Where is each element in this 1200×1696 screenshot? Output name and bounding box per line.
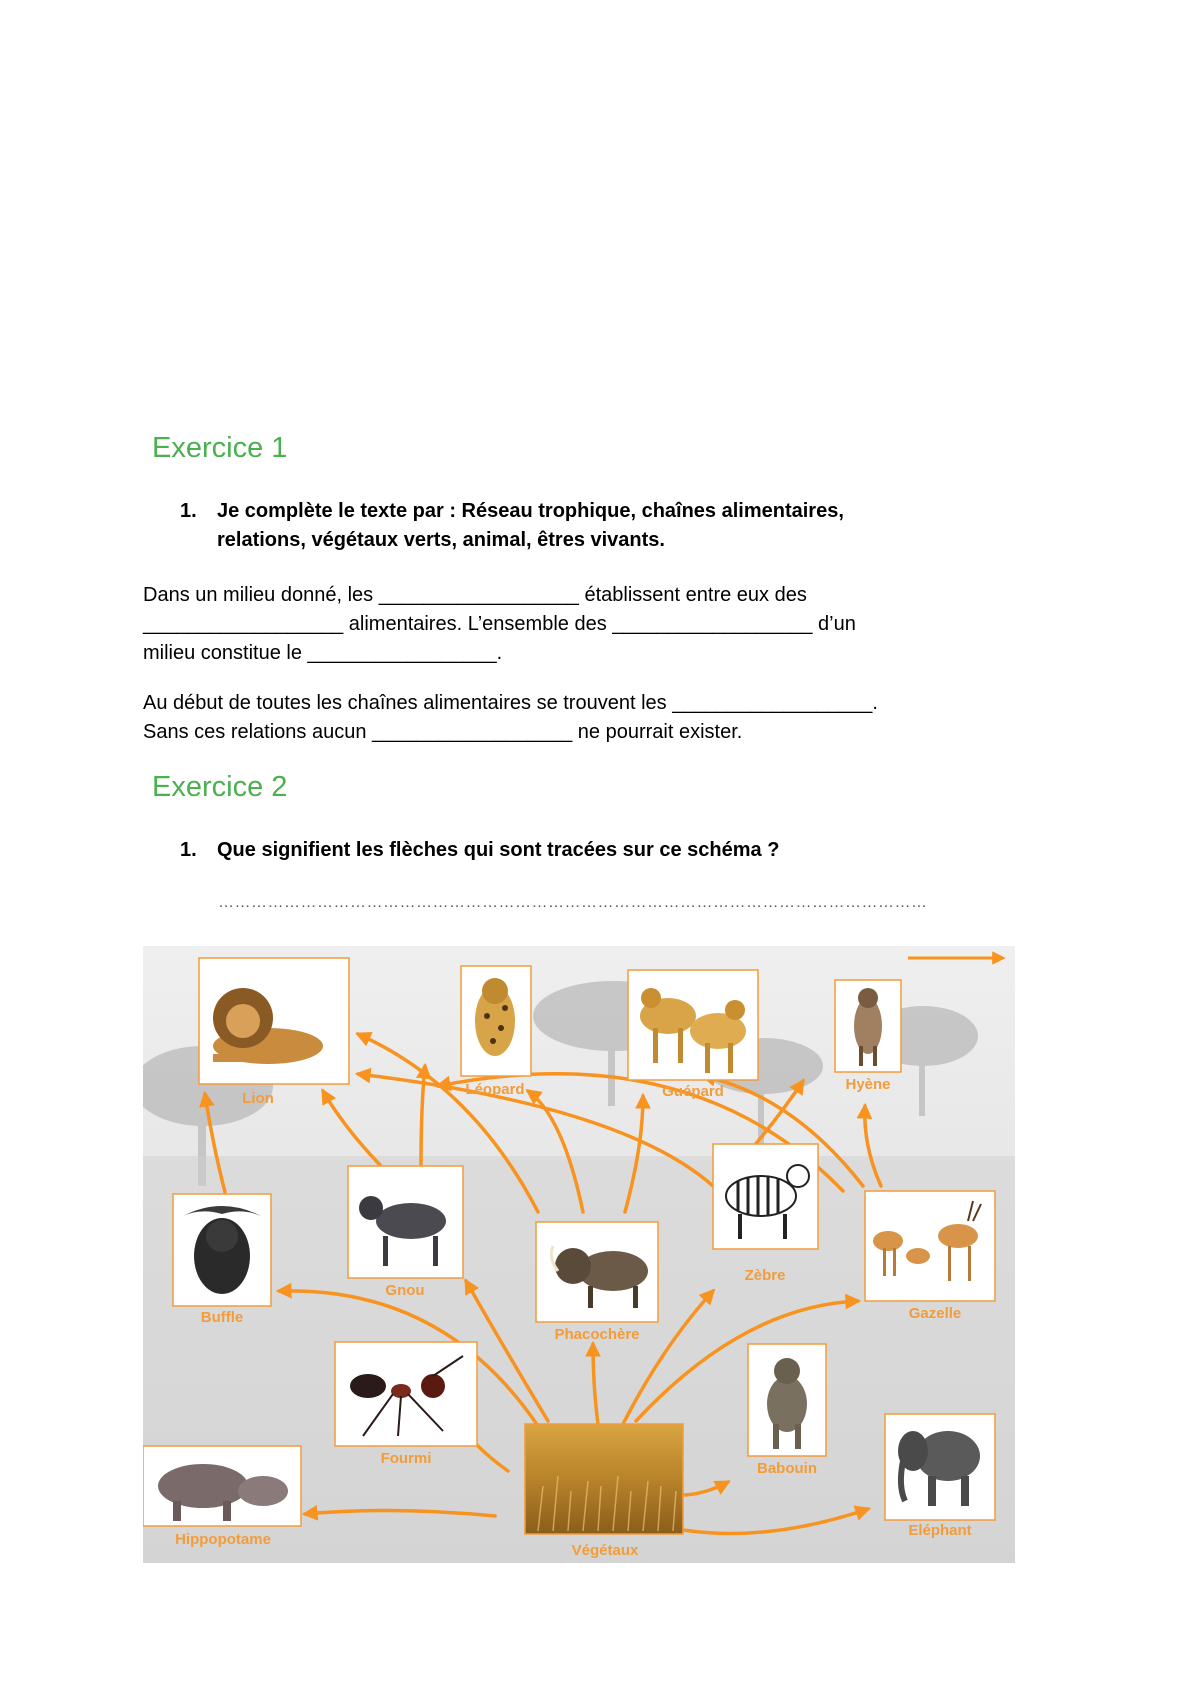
- label-vegetaux: Végétaux: [571, 1542, 639, 1559]
- fill-in-paragraph-1: [143, 581, 1073, 668]
- paragraph-line: Sans ces relations aucun __________________ ne pourrait exister.: [143, 721, 743, 743]
- label-hippopotame: Hippopotame: [175, 1531, 271, 1548]
- paragraph-line: milieu constitue le _________________.: [143, 642, 503, 664]
- label-gazelle: Gazelle: [908, 1305, 962, 1322]
- label-hyene: Hyène: [845, 1076, 891, 1093]
- label-leopard: Léopard: [465, 1081, 525, 1098]
- label-lion: Lion: [242, 1090, 274, 1107]
- question-number: 1.: [180, 839, 197, 861]
- label-fourmi: Fourmi: [380, 1450, 432, 1467]
- question-number: 1.: [180, 500, 197, 522]
- label-elephant: Eléphant: [908, 1522, 972, 1539]
- label-babouin: Babouin: [757, 1460, 817, 1477]
- label-guepard: Guépard: [662, 1083, 724, 1100]
- node-buffle: [173, 1194, 271, 1326]
- exercise1-title: Exercice 1: [152, 432, 288, 464]
- label-zebre: Zèbre: [744, 1267, 786, 1284]
- node-guepard: [628, 970, 758, 1100]
- label-gnou: Gnou: [385, 1282, 425, 1299]
- node-lion: [199, 958, 349, 1107]
- question-line-2: relations, végétaux verts, animal, êtres vivants.: [217, 529, 665, 551]
- paragraph-line: Au début de toutes les chaînes alimentaires se trouvent les __________________.: [143, 692, 878, 714]
- paragraph-line: Dans un milieu donné, les __________________ établissent entre eux des: [143, 584, 807, 606]
- question-text: Que signifient les flèches qui sont tracées sur ce schéma ?: [217, 839, 780, 861]
- node-elephant: [885, 1414, 995, 1539]
- question-line-1: Je complète le texte par : Réseau trophique, chaînes alimentaires,: [217, 500, 844, 522]
- exercise2-question: [180, 836, 1060, 865]
- fill-in-paragraph-2: [143, 689, 1073, 747]
- paragraph-line: __________________ alimentaires. L’ensemble des __________________ d’un: [143, 613, 856, 635]
- answer-dotted-line: …………………………………………………………………………………………………………………: [218, 894, 928, 911]
- exercise1-question: [180, 497, 1060, 555]
- label-buffle: Buffle: [200, 1309, 244, 1326]
- exercise2-title: Exercice 2: [152, 771, 288, 803]
- food-web-diagram: [143, 946, 1015, 1563]
- label-phacochere: Phacochère: [554, 1326, 640, 1343]
